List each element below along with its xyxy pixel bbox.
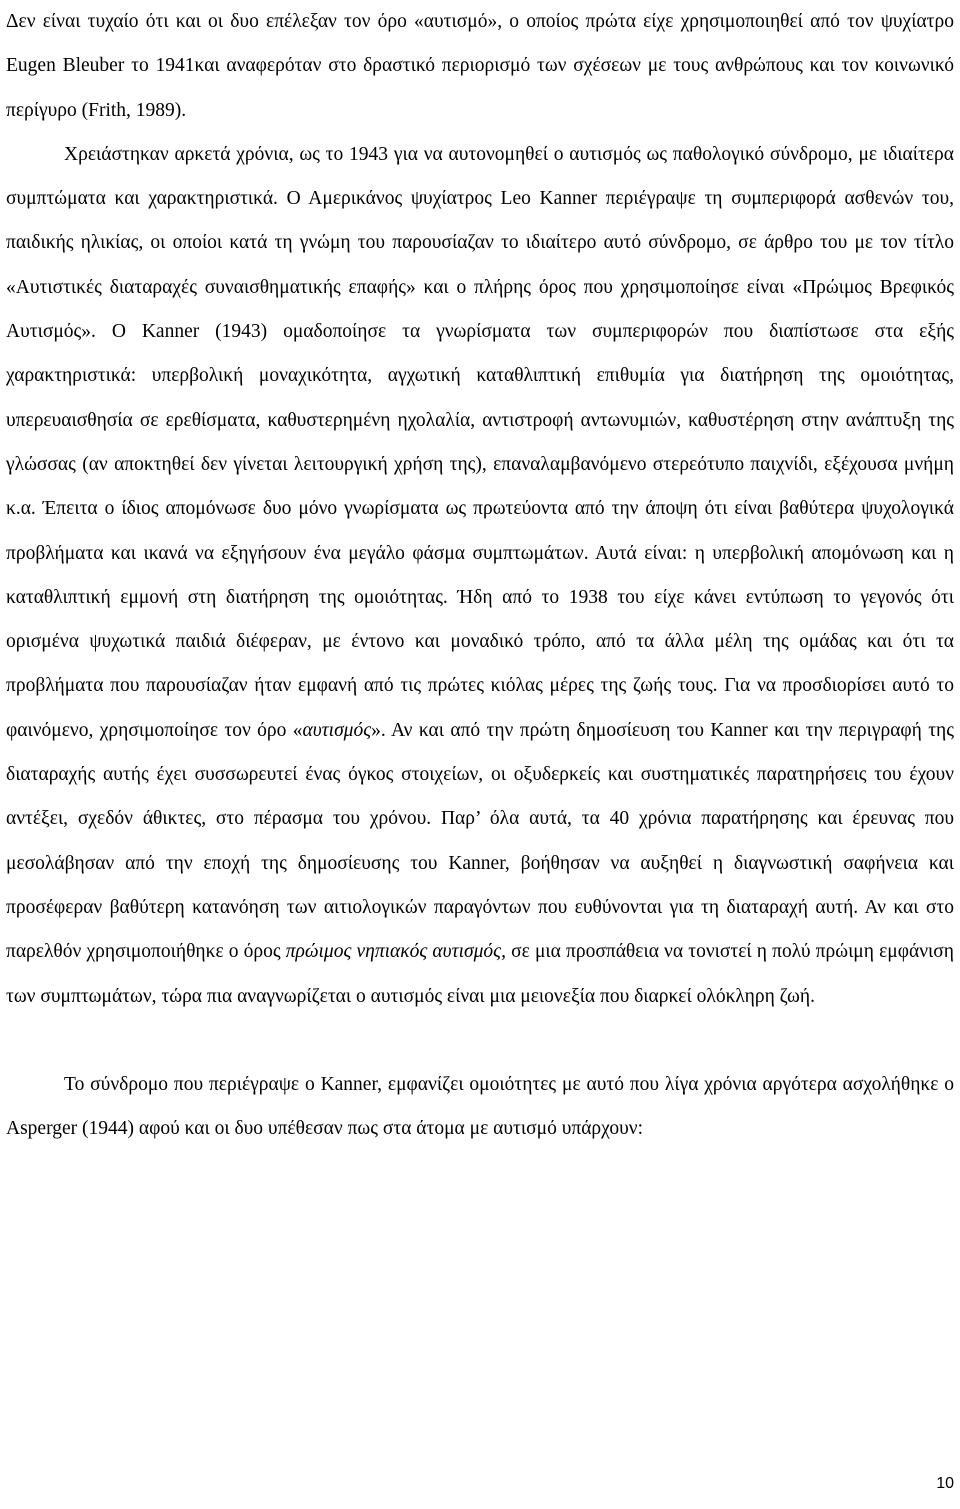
term-early-infantile-autism: πρώιμος νηπιακός αυτισμός, [285,941,506,963]
paragraph-2-text-a: Χρειάστηκαν αρκετά χρόνια, ως το 1943 για να αυτονομηθεί ο αυτισμός ως παθολογικό σύνδρομο, με ιδιαίτερα συμπτώματα και χαρακτηριστικά. Ο Αμερικάνος ψυχίατρος Leo Kanner περιέγραψε τη συμπεριφορά ασθενών του, παιδικής ηλικίας, οι οποίοι κατά τη γνώμη του παρουσίαζαν το ιδιαίτερο αυτό σύνδρομο, σε άρθρο του με τον τίτλο «Αυτιστικές διαταραχές συναισθηματικής επαφής» και ο πλήρης όρος που χρησιμοποίησε είναι «Πρώιμος Βρεφικός Αυτισμός». Ο Kanner (1943) ομαδοποίησε τα γνωρίσματα των συμπεριφορών που διαπίστωσε στα εξής χαρακτηριστικά: υπερβολική μοναχικότητα, αγχωτική καταθλιπτική επιθυμία για διατήρηση της ομοιότητας, υπερευαισθησία σε ερεθίσματα, καθυστερημένη ηχολαλία, αντιστροφή αντωνυμιών, καθυστέρηση στην ανάπτυξη της γλώσσας (αν αποκτηθεί δεν γίνεται λειτουργική χρήση της), επαναλαμβανόμενο στερεότυπο παιχνίδι, εξέχουσα μνήμη κ.α. Έπειτα ο ίδιος απομόνωσε δυο μόνο γνωρίσματα ως πρωτεύοντα από την άποψη ότι είναι βαθύτερα ψυχολογικά προβλήματα και ικανά να εξηγήσουν ένα μεγάλο φάσμα συμπτωμάτων. Αυτά είναι: η υπερβολική απομόνωση και η καταθλιπτική εμμονή στη διατήρηση της ομοιότητας. Ήδη από το 1938 του είχε κάνει εντύπωση το γεγονός ότι ορισμένα ψυχωτικά παιδιά διέφεραν, με έντονο και μοναδικό τρόπο, από τα άλλα μέλη της ομάδας και ότι τα προβλήματα που παρουσίαζαν ήταν εμφανή από τις πρώτες κιόλας μέρες της ζωής τους. Για να προσδιορίσει αυτό το φαινόμενο, χρησιμοποίησε τον όρο « [6,143,954,741]
document-body [6,0,954,1151]
paragraph-1: Δεν είναι τυχαίο ότι και οι δυο επέλεξαν τον όρο «αυτισμό», ο οποίος πρώτα είχε χρησιμοποιηθεί από τον ψυχίατρο Eugen Bleuber το 1941και αναφερόταν στο δραστικό περιορισμό των σχέσεων με τους ανθρώπους και τον κοινωνικό περίγυρο (Frith, 1989). [6,11,954,121]
paragraph-2-text-b: ». Αν και από την πρώτη δημοσίευση του Kanner και την περιγραφή της διαταραχής αυτής έχει συσσωρευτεί ένας όγκος στοιχείων, οι οξυδερκείς και συστηματικές παρατηρήσεις του έχουν αντέξει, σχεδόν άθικτες, στο πέρασμα του χρόνου. Παρ’ όλα αυτά, τα 40 χρόνια παρατήρησης και έρευνας που μεσολάβησαν από την εποχή της δημοσίευσης του Kanner, βοήθησαν να αυξηθεί η διαγνωστική σαφήνεια και προσέφεραν βαθύτερη κατανόηση των αιτιολογικών παραγόντων που ευθύνονται για τη διαταραχή αυτή. Αν και στο παρελθόν χρησιμοποιήθηκε ο όρος [6,719,954,963]
page-number: 10 [936,1475,954,1492]
paragraph-2 [6,133,954,1019]
paragraph-2-text-c: σε μια προσπάθεια να τονιστεί η πολύ πρώιμη εμφάνιση των συμπτωμάτων, τώρα πια αναγνωρίζεται ο αυτισμός είναι μια μειονεξία που διαρκεί ολόκληρη ζωή. [6,941,954,1007]
term-autism: αυτισμός [302,719,372,741]
paragraph-3: Το σύνδρομο που περιέγραψε ο Kanner, εμφανίζει ομοιότητες με αυτό που λίγα χρόνια αργότερα ασχολήθηκε ο Asperger (1944) αφού και οι δυο υπέθεσαν πως στα άτομα με αυτισμό υπάρχουν: [6,1073,954,1140]
paragraph-gap [6,1019,954,1063]
